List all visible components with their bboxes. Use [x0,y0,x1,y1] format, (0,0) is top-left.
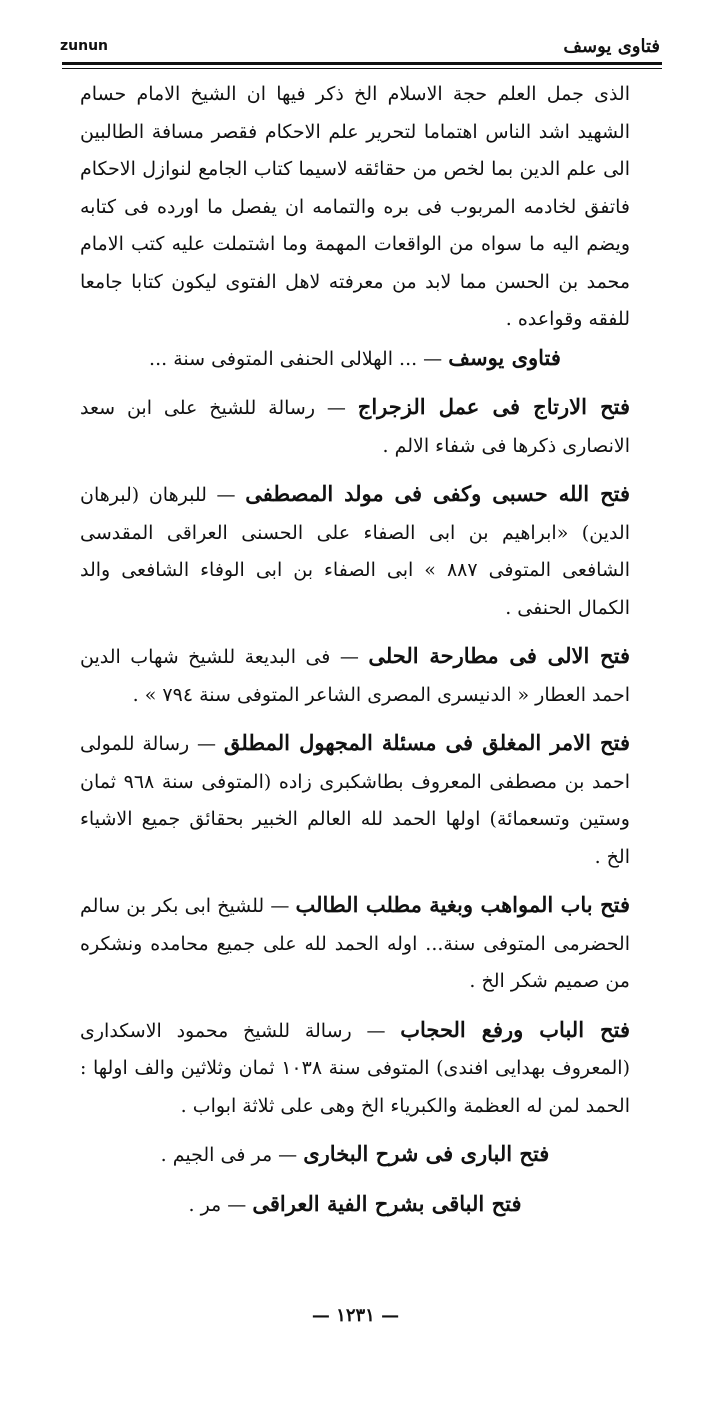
entry [80,714,630,876]
entry-title: فتح الباب ورفع الحجاب [400,1016,630,1042]
intro-paragraph: الذى جمل العلم حجة الاسلام الخ ذكر فيها ان الشيخ الامام حسام الشهيد اشد الناس اهتماما لتحرير علم الاحكام فقصر مسافة الطالبين الى علم الدين بما لخص من حقائقه لاسيما كتاب الجامع لنوازل الاحكام فاتفق لخادمه المربوب فى بره والتمامه ان يفصل ما اورده فى كتابه ويضم اليه ما سواه من الواقعات المهمة وما اشتملت عليه كتب الامام محمد بن الحسن مما لابد من معرفته لاهل الفتوى ليكون كتابا جامعا للفقه وقواعده . [80,83,630,330]
entry-body: — رسالة للمولى احمد بن مصطفى المعروف بطاشكبرى زاده (المتوفى سنة ٩٦٨ ثمان وستين وتسعمائة) اولها الحمد لله العالم الخبير بحقائق جميع الاشياء الخ . [80,733,630,868]
entry [80,1001,630,1126]
page-header [60,34,660,58]
entry-title: فتح الالى فى مطارحة الحلى [368,643,630,668]
entry-body: — رسالة للشيخ على ابن سعد الانصارى ذكرها فى شفاء الالم . [80,397,630,457]
page-number: — ١٢٣١ — [311,1305,400,1326]
entry-body: — رسالة للشيخ محمود الاسكدارى (المعروف بهدايى افندى) المتوفى سنة ١٠٣٨ ثمان وثلاثين والف اولها : الحمد لمن له العظمة والكبرياء الخ وهى على ثلاثة ابواب . [80,1019,630,1117]
entry [80,627,630,714]
entry-title: فتاوى يوسف [448,344,561,370]
entry [80,465,630,627]
entry-body: — للشيخ ابى بكر بن سالم الحضرمى المتوفى سنة... اوله الحمد لله على جميع محامده ونشكره من صميم شكر الخ . [80,895,630,992]
entry [80,1125,630,1175]
entry-title: فتح الامر المغلق فى مسئلة المجهول المطلق [223,730,630,755]
entry [80,1175,630,1225]
entry-body: — للبرهان (لبرهان الدين) «ابراهيم بن ابى الصفاء على الحسنى العراقى المقدسى الشافعى المتوفى ٨٨٧ » ابى الصفاء بن ابى الوفاء الشافعى والد الكمال الحنفى . [80,484,630,619]
main-text [80,76,630,1224]
running-title: فتاوى يوسف [563,35,660,57]
entry-title: فتح الله حسبى وكفى فى مولد المصطفى [245,481,631,506]
entry-title: فتح الارتاج فى عمل الزجراج [357,394,630,419]
entry [80,378,630,465]
entry-body: — فى البديعة للشيخ شهاب الدين احمد العطار « الدنيسرى المصرى الشاعر المتوفى سنة ٧٩٤ » . [80,646,630,706]
entry [80,339,630,379]
entry-title: فتح الباقى بشرح الفية العراقى [252,1190,522,1216]
entry-body: — مر . [188,1193,247,1216]
entry-title: فتح البارى فى شرح البخارى [303,1141,550,1166]
header-rule [62,62,662,69]
header-left-mark: zunun [60,38,109,54]
entry-body: — مر فى الجيم . [160,1144,298,1166]
entry-title: فتح باب المواهب وبغية مطلب الطالب [295,892,630,917]
entry [80,876,630,1001]
entry-body: — ... الهلالى الحنفى المتوفى سنة ... [149,347,443,370]
